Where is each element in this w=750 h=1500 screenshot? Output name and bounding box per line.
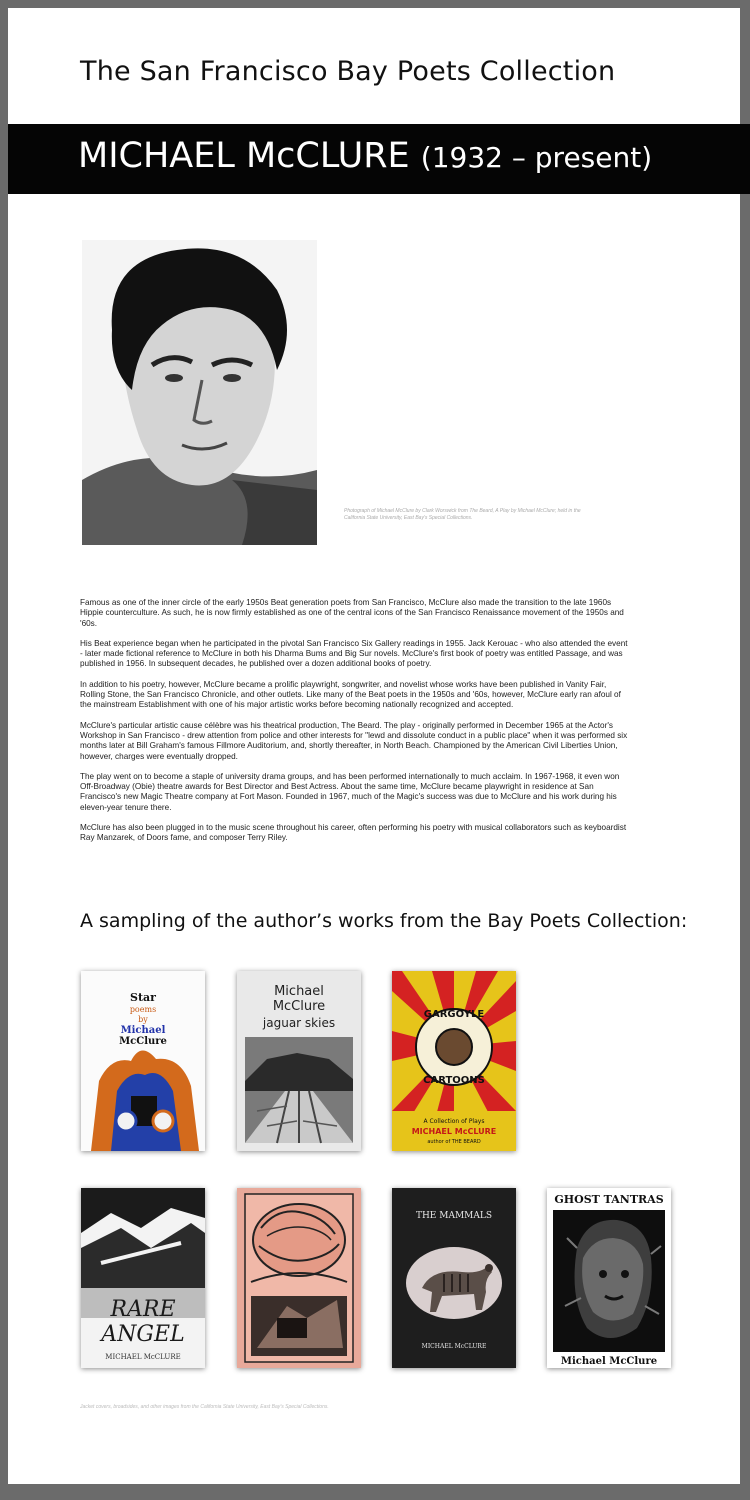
- cover-rare-angel-line2: ANGEL: [101, 1322, 185, 1347]
- book-cover-psychedelic-poster: [237, 1188, 361, 1368]
- author-dates: (1932 – present): [420, 141, 653, 174]
- cover-star-line4: Michael: [120, 1025, 166, 1036]
- bio-paragraph: McClure's particular artistic cause célèbre was his theatrical production, The Beard. The play - originally performed in December 1965 at the Actor's Workshop in San Francisco - drew attention from police and other interests for "lewd and dissolute conduct in a public place" when it was performed six months later at Bill Graham's famous Fillmore Auditorium, and, shortly thereafter, in North Beach. Championed by the American Civil Liberties Union, however, charges were eventually dropped.: [80, 720, 628, 761]
- cover-gargoyle-line4: MICHAEL McCLURE: [411, 1127, 497, 1136]
- cover-jaguar-line1: Michael: [274, 984, 324, 999]
- author-name-banner: [8, 124, 750, 194]
- biography: [80, 598, 630, 854]
- bio-paragraph: The play went on to become a staple of university drama groups, and has been performed internationally to much acclaim. In 1967-1968, it even won Off-Broadway (Obie) theatre awards for Best Director and Best Actress. About the same time, McClure became playwright in residence at San Francisco's new Magic Theatre company at Fort Mason. Founded in 1967, much of the Magic's success was due to McClure and his work during his eleven-year tenure there.: [80, 771, 620, 812]
- author-heading: [78, 136, 652, 176]
- cover-jaguar-title: jaguar skies: [262, 1016, 336, 1030]
- book-cover-rare-angel: [81, 1188, 205, 1368]
- cover-ghost-author: Michael McClure: [560, 1356, 658, 1367]
- bio-paragraph: In addition to his poetry, however, McClure became a prolific playwright, songwriter, and novelist whose works have been published in Vanity Fair, Rolling Stone, the San Francisco Chronicle, and other outlets. Like many of the Beat poets in the 1950s and '60s, however, McClure early ran afoul of the mainstream Establishment with one of his major artistic works before becoming nationally recognized and accepted.: [80, 679, 621, 710]
- cover-star-title: Star: [130, 991, 156, 1004]
- book-cover-gargoyle-cartoons: [392, 971, 516, 1151]
- works-heading: A sampling of the author’s works from the Bay Poets Collection:: [80, 910, 688, 932]
- book-cover-star: [81, 971, 205, 1151]
- cover-mammals-author: MICHAEL McCLURE: [421, 1343, 487, 1350]
- bio-paragraph: Famous as one of the inner circle of the early 1950s Beat generation poets from San Francisco, McClure also made the transition to the late 1960s Hippie counterculture. As such, he is now firmly established as one of the central icons of the San Francisco Renaissance movement of the 1950s and '60s.: [80, 598, 624, 628]
- cover-gargoyle-line3: A Collection of Plays: [423, 1118, 485, 1125]
- book-cover-the-mammals: [392, 1188, 516, 1368]
- cover-star-line5: McClure: [119, 1036, 167, 1047]
- cover-gargoyle-line1: GARGOYLE: [423, 1009, 485, 1020]
- cover-star-line3: by: [138, 1015, 148, 1024]
- exhibit-panel: [8, 8, 740, 1484]
- book-cover-ghost-tantras: [547, 1188, 671, 1368]
- cover-jaguar-line2: McClure: [272, 999, 326, 1014]
- portrait-caption: Photograph of Michael McClure by Clark Worswick from The Beard, A Play by Michael McClure; held in the California State University, East Bay's Special Collections.: [344, 508, 581, 521]
- bio-paragraph: His Beat experience began when he participated in the pivotal San Francisco Six Gallery readings in 1955. Jack Kerouac - who also attended the event - later made fictional reference to McClure in both his Dharma Bums and Big Sur novels. McClure's first book of poetry was entitled Passage, and was published in 1956. In subsequent decades, he published over a dozen additional books of poetry.: [80, 638, 628, 669]
- cover-gargoyle-line5: author of THE BEARD: [427, 1139, 481, 1145]
- cover-star-line2: poems: [129, 1005, 157, 1014]
- author-portrait: [82, 240, 317, 545]
- collection-title: The San Francisco Bay Poets Collection: [80, 56, 616, 87]
- cover-gargoyle-line2: CARTOONS: [423, 1075, 485, 1086]
- cover-rare-angel-author: MICHAEL McCLURE: [105, 1353, 181, 1361]
- bio-paragraph: McClure has also been plugged in to the music scene throughout his career, often performing his poetry with musical collaborators such as keyboardist Ray Manzarek, of Doors fame, and composer Terry Riley.: [80, 823, 627, 843]
- author-name: MICHAEL McCLURE: [78, 136, 410, 176]
- cover-mammals-title: THE MAMMALS: [415, 1211, 493, 1221]
- image-credit-footnote: Jacket covers, broadsides, and other images from the California State University, East Bay's Special Collections.: [80, 1404, 329, 1410]
- book-cover-jaguar-skies: [237, 971, 361, 1151]
- cover-rare-angel-line1: RARE: [110, 1297, 176, 1322]
- cover-ghost-title: GHOST TANTRAS: [554, 1193, 664, 1206]
